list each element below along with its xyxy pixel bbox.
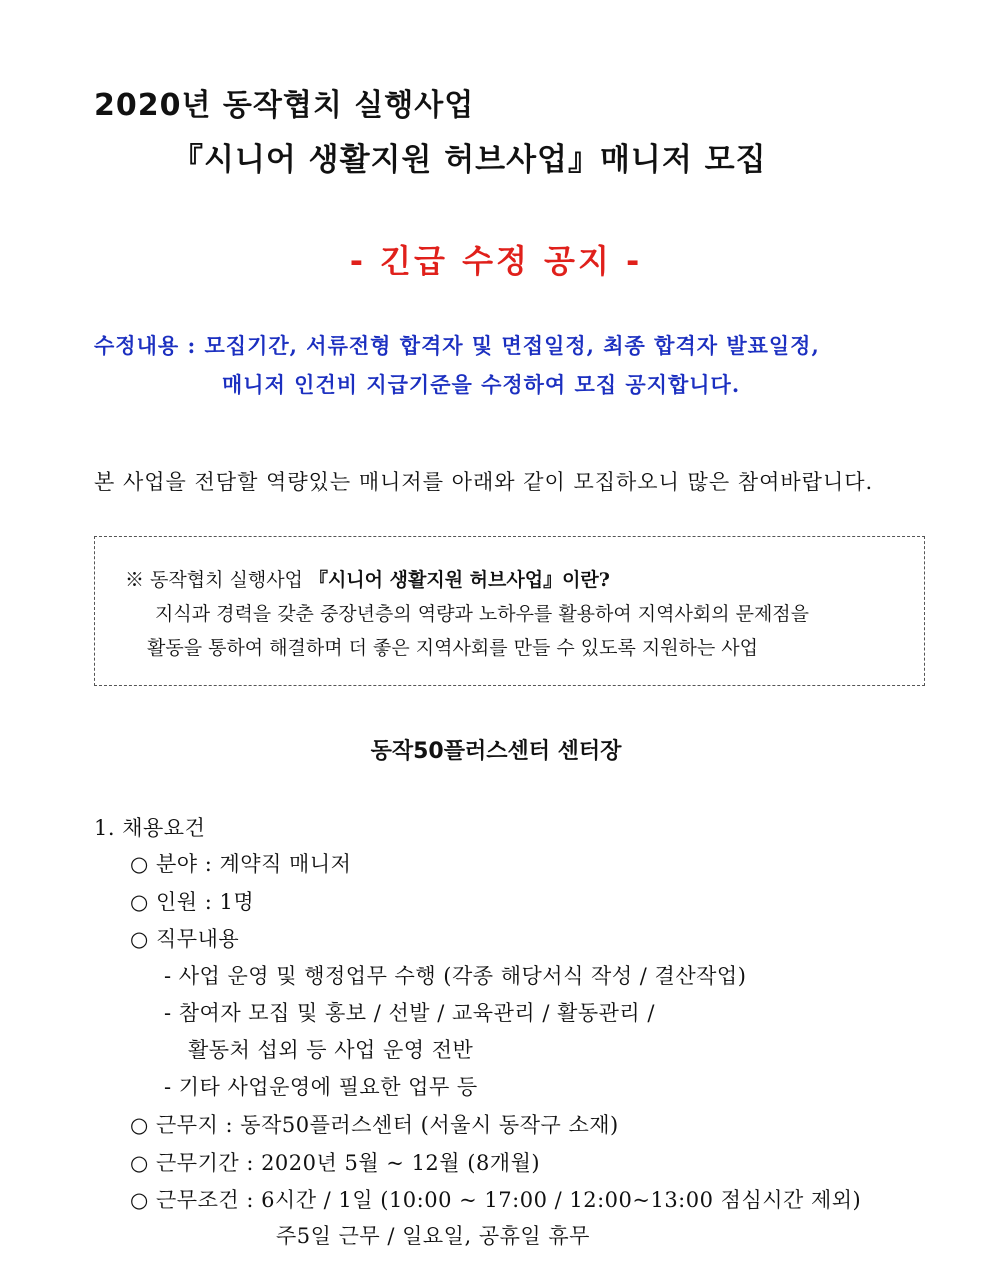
project-info-box — [94, 536, 925, 686]
document-title-line1: 2020년 동작협치 실행사업 — [94, 88, 475, 123]
section-heading: 1. 채용요건 — [94, 816, 206, 840]
document-title-line2: 『시니어 생활지원 허브사업』매니저 모집 — [172, 142, 767, 178]
revision-text-line1: 수정내용 : 모집기간, 서류전형 합격자 및 면접일정, 최종 합격자 발표일정, — [94, 333, 820, 358]
revision-text-line2: 매니저 인건비 지급기준을 수정하여 모집 공지합니다. — [222, 372, 741, 397]
duty-item-2: - 참여자 모집 및 홍보 / 선발 / 교육관리 / 활동관리 / — [164, 1001, 655, 1025]
list-item-duties: ○ 직무내용 — [130, 927, 240, 951]
list-item-conditions-continued: 주5일 근무 / 일요일, 공휴일 휴무 — [276, 1224, 590, 1248]
list-item-field: ○ 분야 : 계약직 매니저 — [130, 852, 352, 876]
intro-paragraph: 본 사업을 전담할 역량있는 매니저를 아래와 같이 모집하오니 많은 참여바랍니다. — [94, 470, 874, 494]
list-item-conditions: ○ 근무조건 : 6시간 / 1일 (10:00 ~ 17:00 / 12:00~13:00 점심시간 제외) — [130, 1188, 862, 1212]
urgent-notice-label: - 긴급 수정 공지 - — [349, 242, 643, 280]
duty-item-3: - 기타 사업운영에 필요한 업무 등 — [164, 1075, 478, 1099]
info-box-line3: 활동을 통하여 해결하며 더 좋은 지역사회를 만들 수 있도록 지원하는 사업 — [147, 637, 759, 659]
info-box-line2: 지식과 경력을 갖춘 중장년층의 역량과 노하우를 활용하여 지역사회의 문제점을 — [155, 603, 810, 625]
info-box-line1 — [125, 565, 610, 592]
list-item-period: ○ 근무기간 : 2020년 5월 ~ 12월 (8개월) — [130, 1151, 541, 1175]
info-box-prefix: ※ 동작협치 실행사업 — [125, 569, 309, 591]
duty-item-1: - 사업 운영 및 행정업무 수행 (각종 해당서식 작성 / 결산작업) — [164, 964, 747, 988]
duty-item-2-continued: 활동처 섭외 등 사업 운영 전반 — [188, 1038, 474, 1062]
info-box-project-name: 『시니어 생활지원 허브사업』이란? — [308, 569, 610, 591]
list-item-headcount: ○ 인원 : 1명 — [130, 890, 255, 914]
issuer-signature: 동작50플러스센터 센터장 — [370, 739, 622, 764]
list-item-workplace: ○ 근무지 : 동작50플러스센터 (서울시 동작구 소재) — [130, 1113, 619, 1137]
